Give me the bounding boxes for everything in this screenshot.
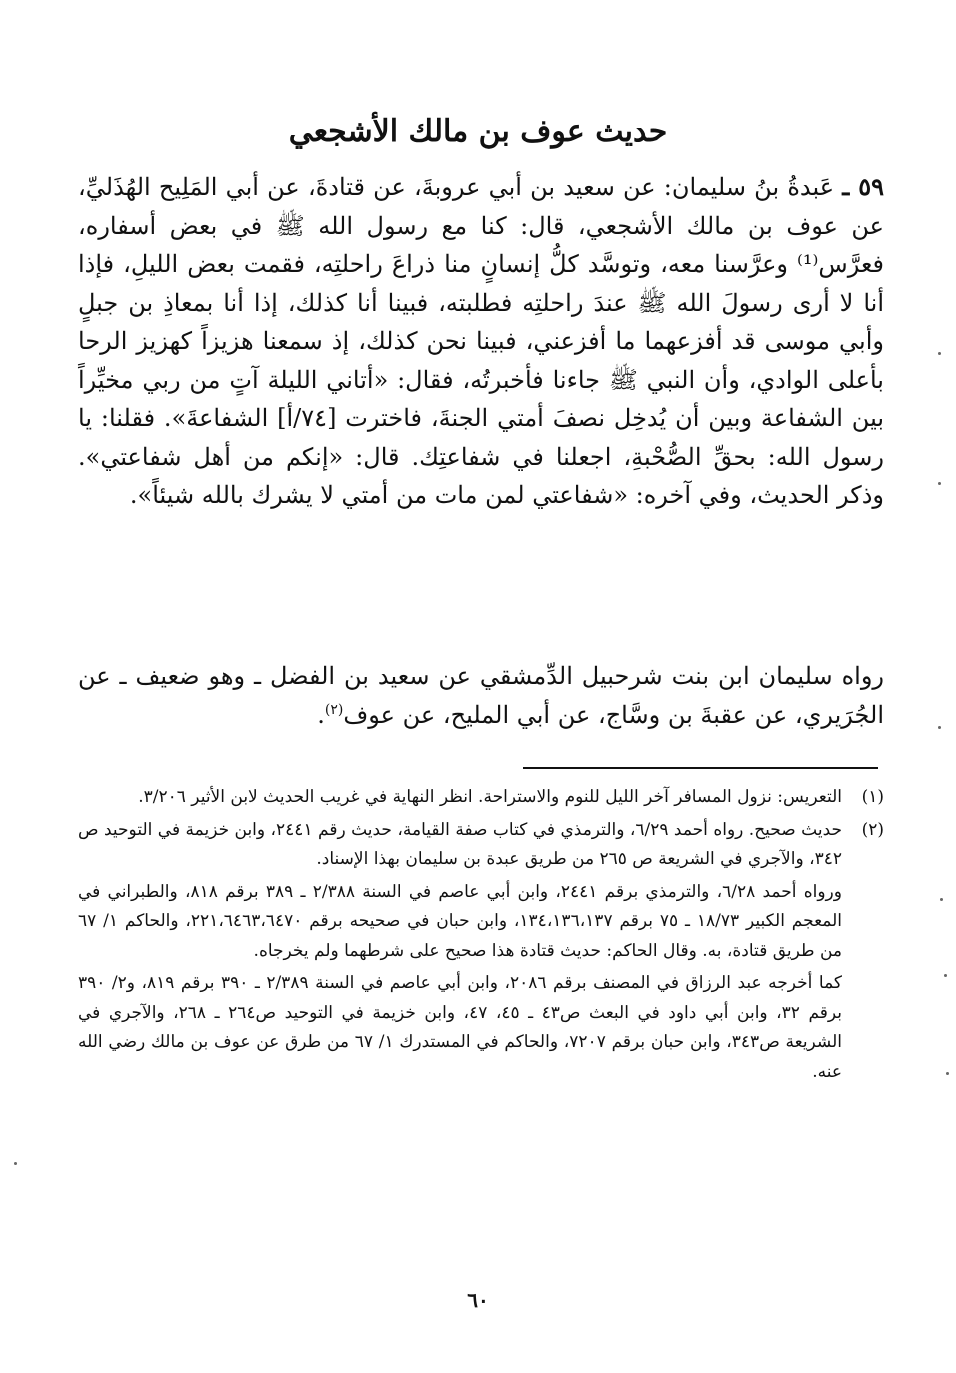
footnote-paragraph: كما أخرجه عبد الرزاق في المصنف برقم ٢٠٨٦، وابن أبي عاصم في السنة ٢/٣٨٩ ـ ٣٩٠ برقم ٨١٩، و٢/ ٣٩٠ برقم ٣٢، وابن أبي داود في البعث ص٤٣ ـ ٤٥، ٤٧، وابن خزيمة في التوحيد ص٢٦٤ ـ ٢٦٨، والآجري في الشريعة ص٣٤٣، وابن حبان برقم ٧٢٠٧، والحاكم في المستدرك ١/ ٦٧ من طرق عن عوف بن مالك رضي الله عنه.	[78, 973, 843, 1082]
scan-speck	[938, 482, 941, 485]
footnote-mark: (٢)	[861, 819, 884, 840]
footnote-reference[interactable]: (٢)	[324, 701, 344, 718]
footnote-paragraph: حديث صحيح. رواه أحمد ٦/٢٩، والترمذي في كتاب صفة القيامة، حديث رقم ٢٤٤١، وابن خزيمة في التوحيد ص ٣٤٢، والآجري في الشريعة ص ٢٦٥ من طريق عبدة بن سليمان بهذا الإسناد.	[78, 819, 842, 869]
scan-speck	[938, 352, 941, 355]
hadith-number: ٥٩ ـ	[842, 172, 884, 201]
footnote-separator	[523, 767, 878, 769]
footnote-mark: (١)	[861, 787, 884, 807]
footnote-body	[78, 783, 842, 813]
scan-speck	[946, 1072, 949, 1075]
footnotes	[78, 783, 884, 1090]
hadith-paragraph	[78, 168, 884, 515]
page-number: ٦٠	[467, 1288, 489, 1312]
narration-block	[78, 657, 884, 734]
narration-text: رواه سليمان ابن بنت شرحبيل الدِّمشقي عن سعيد بن الفضل ـ وهو ضعيف ـ عن الجُرَيري، عن عقبةَ بن وسَّاج، عن أبي المليح، عن عوف	[78, 662, 884, 729]
footnote-paragraph: التعريس: نزول المسافر آخر الليل للنوم والاستراحة. انظر النهاية في غريب الحديث لابن الأثير ٣/٢٠٦.	[138, 787, 842, 807]
narration-end: .	[317, 700, 325, 729]
page-title: حديث عوف بن مالك الأشجعي	[288, 114, 668, 149]
footnote-1	[78, 783, 884, 813]
hadith-block	[78, 168, 884, 515]
scan-speck	[938, 726, 941, 729]
footnote-body	[78, 816, 842, 1088]
footnote-2	[78, 816, 884, 1088]
hadith-text: عَبدةُ بنُ سليمان: عن سعيد بن أبي عروبةَ، عن قتادةَ، عن أبي المَلِيح الهُذَليِّ، عن عوف بن مالك الأشجعي، قال: كنا مع رسول الله ﷺ في بعض أسفاره، فعرَّس⁽¹⁾ وعرَّسنا معه، وتوسَّد كلُّ إنسانٍ منا ذراعَ راحلتِه، فقمت بعض الليلِ، فإذا أنا لا أرى رسولَ الله ﷺ عندَ راحلتِه فطلبته، فبينا أنا كذلك، إذا أنا بمعاذِ بن جبلٍ وأبي موسى قد أفزعهما ما أفزعني، فبينا نحن كذلك، إذ سمعنا هزيزاً كهزيز الرحا بأعلى الوادي، وأن النبي ﷺ جاءنا فأخبرتُه، فقال: «أتاني الليلة آتٍ من ربي مخيِّراً بين الشفاعة وبين أن يُدخِل نصفَ أمتي الجنةَ، فاخترت [٧٤/أ] الشفاعةَ». فقلنا: يا رسول الله: بحقِّ الصُّحْبةِ، اجعلنا في شفاعتِك. قال: «إنكم من أهل شفاعتي». وذكر الحديث، وفي آخره: «شفاعتي لمن مات من أمتي لا يشرك بالله شيئاً».	[78, 173, 884, 509]
footnote-paragraph: ورواه أحمد ٦/٢٨، والترمذي برقم ٢٤٤١، وابن أبي عاصم في السنة ٢/٣٨٨ ـ ٣٨٩ برقم ٨١٨، والطبراني في المعجم الكبير ١٨/٧٣ ـ ٧٥ برقم ١٣٤،١٣٦،١٣٧، وابن حبان في صحيحه برقم ٢٢١،٦٤٦٣،٦٤٧٠، والحاكم ١/ ٦٧ من طريق قتادة، به. وقال الحاكم: حديث قتادة هذا صحيح على شرطهما ولم يخرجاه.	[78, 881, 843, 961]
scan-speck	[14, 1162, 17, 1165]
scan-speck	[940, 898, 943, 901]
scan-speck	[944, 974, 947, 977]
narration-paragraph	[78, 657, 884, 734]
